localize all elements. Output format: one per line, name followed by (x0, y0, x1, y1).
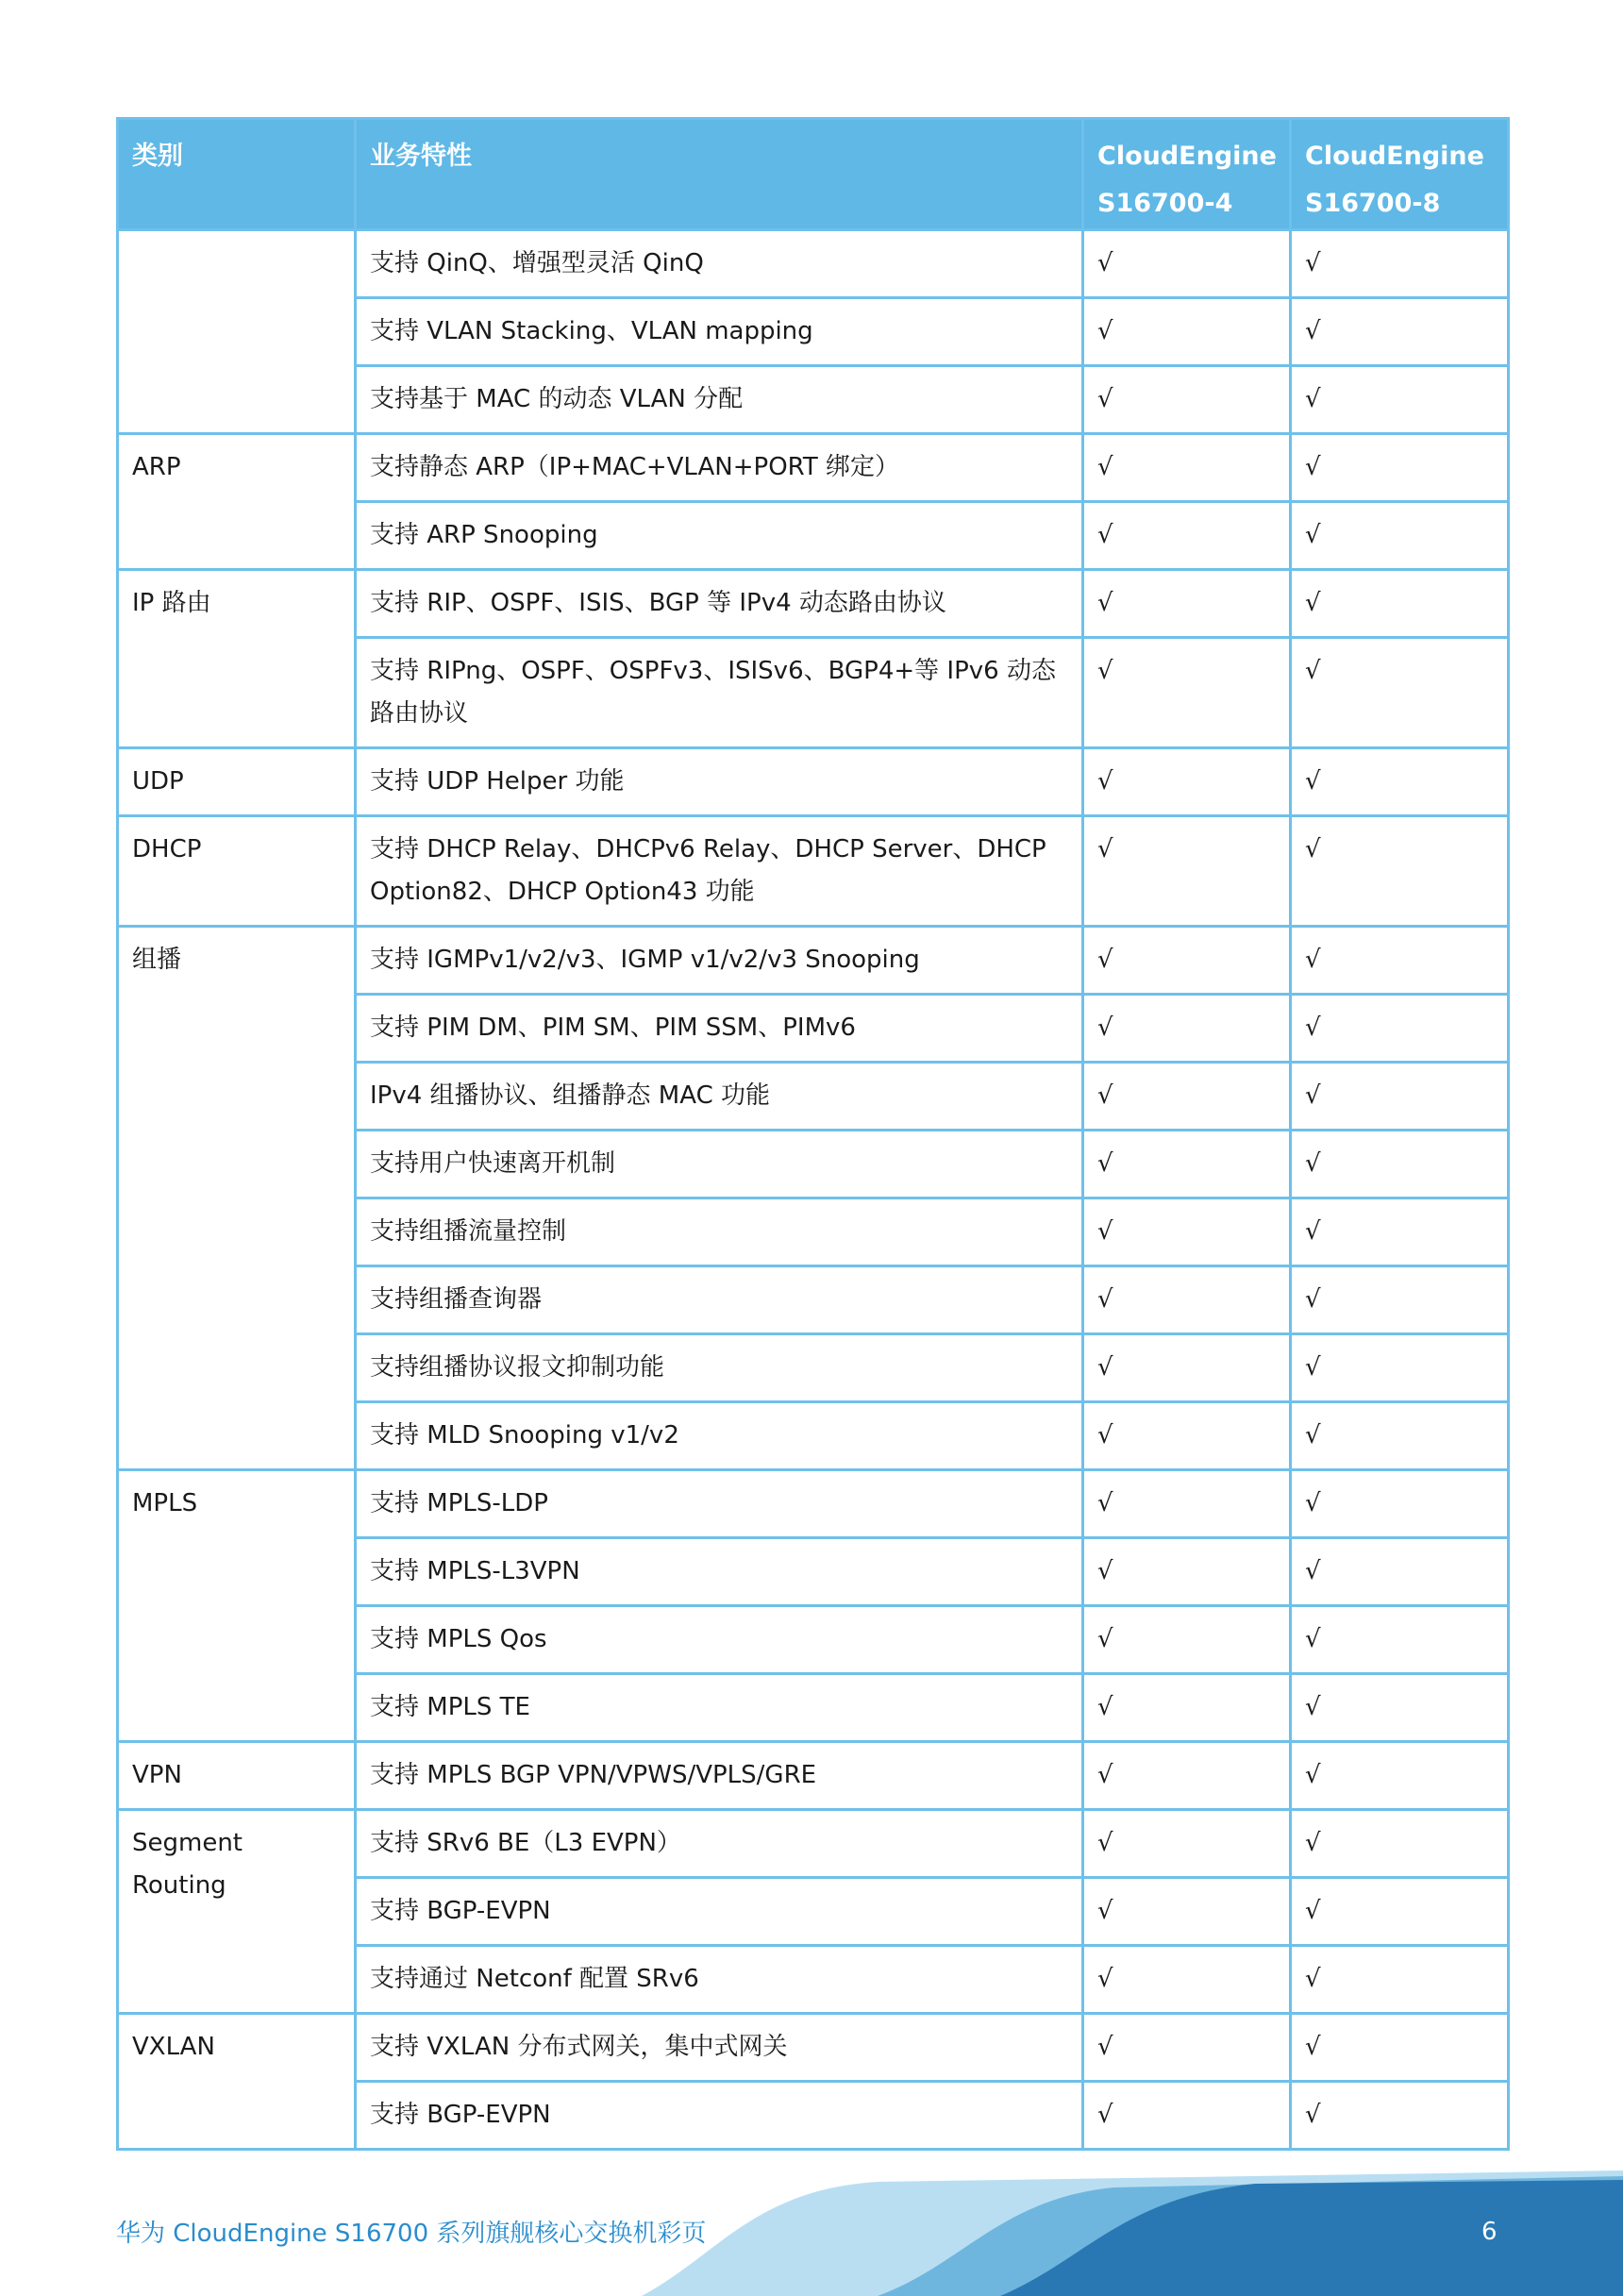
feature-cell: 支持 ARP Snooping (356, 502, 1083, 570)
support-mark-s16700-4: √ (1083, 1946, 1291, 2014)
support-mark-s16700-8: √ (1291, 1470, 1509, 1538)
category-cell: UDP (118, 748, 356, 816)
support-mark-s16700-8: √ (1291, 748, 1509, 816)
support-mark-s16700-4: √ (1083, 1198, 1291, 1266)
table-body (118, 230, 1509, 2150)
feature-spec-table (116, 117, 1510, 2151)
category-cell (118, 230, 356, 434)
support-mark-s16700-8: √ (1291, 230, 1509, 298)
footer-title: 华为 CloudEngine S16700 系列旗舰核心交换机彩页 (116, 2220, 707, 2248)
support-mark-s16700-8: √ (1291, 927, 1509, 995)
feature-cell: 支持 MPLS-L3VPN (356, 1538, 1083, 1606)
category-cell: VPN (118, 1742, 356, 1810)
table-row (118, 816, 1509, 927)
table-row (118, 927, 1509, 995)
category-cell: VXLAN (118, 2014, 356, 2150)
support-mark-s16700-8: √ (1291, 1538, 1509, 1606)
table-row (118, 230, 1509, 298)
support-mark-s16700-8: √ (1291, 995, 1509, 1063)
table-row (118, 2014, 1509, 2082)
table-row (118, 570, 1509, 638)
feature-cell: 支持 MLD Snooping v1/v2 (356, 1402, 1083, 1470)
feature-cell: 支持 MPLS TE (356, 1674, 1083, 1742)
support-mark-s16700-8: √ (1291, 502, 1509, 570)
feature-cell: 支持 UDP Helper 功能 (356, 748, 1083, 816)
feature-cell: 支持 RIPng、OSPF、OSPFv3、ISISv6、BGP4+等 IPv6 动态路由协议 (356, 638, 1083, 748)
support-mark-s16700-8: √ (1291, 1402, 1509, 1470)
feature-cell: 支持基于 MAC 的动态 VLAN 分配 (356, 366, 1083, 434)
support-mark-s16700-4: √ (1083, 298, 1291, 366)
table-row (118, 748, 1509, 816)
support-mark-s16700-4: √ (1083, 995, 1291, 1063)
support-mark-s16700-8: √ (1291, 1198, 1509, 1266)
feature-cell: 支持 BGP-EVPN (356, 2082, 1083, 2150)
support-mark-s16700-8: √ (1291, 434, 1509, 502)
support-mark-s16700-8: √ (1291, 1946, 1509, 2014)
support-mark-s16700-4: √ (1083, 1742, 1291, 1810)
category-cell: Segment Routing (118, 1810, 356, 2014)
support-mark-s16700-4: √ (1083, 1674, 1291, 1742)
support-mark-s16700-4: √ (1083, 816, 1291, 927)
support-mark-s16700-4: √ (1083, 1063, 1291, 1131)
category-cell: ARP (118, 434, 356, 570)
table-row (118, 1810, 1509, 1878)
category-cell: MPLS (118, 1470, 356, 1742)
support-mark-s16700-8: √ (1291, 1674, 1509, 1742)
feature-cell: 支持 VXLAN 分布式网关，集中式网关 (356, 2014, 1083, 2082)
support-mark-s16700-8: √ (1291, 638, 1509, 748)
feature-cell: 支持 RIP、OSPF、ISIS、BGP 等 IPv4 动态路由协议 (356, 570, 1083, 638)
support-mark-s16700-4: √ (1083, 1131, 1291, 1198)
support-mark-s16700-8: √ (1291, 2082, 1509, 2150)
feature-cell: 支持 QinQ、增强型灵活 QinQ (356, 230, 1083, 298)
support-mark-s16700-4: √ (1083, 638, 1291, 748)
support-mark-s16700-4: √ (1083, 1810, 1291, 1878)
feature-cell: 支持 IGMPv1/v2/v3、IGMP v1/v2/v3 Snooping (356, 927, 1083, 995)
support-mark-s16700-4: √ (1083, 502, 1291, 570)
support-mark-s16700-8: √ (1291, 2014, 1509, 2082)
support-mark-s16700-4: √ (1083, 1878, 1291, 1946)
feature-cell: 支持用户快速离开机制 (356, 1131, 1083, 1198)
support-mark-s16700-4: √ (1083, 1402, 1291, 1470)
support-mark-s16700-8: √ (1291, 1742, 1509, 1810)
support-mark-s16700-8: √ (1291, 1063, 1509, 1131)
support-mark-s16700-4: √ (1083, 1266, 1291, 1334)
support-mark-s16700-4: √ (1083, 1538, 1291, 1606)
feature-cell: 支持组播流量控制 (356, 1198, 1083, 1266)
header-category: 类别 (118, 119, 356, 230)
feature-cell: IPv4 组播协议、组播静态 MAC 功能 (356, 1063, 1083, 1131)
support-mark-s16700-4: √ (1083, 230, 1291, 298)
header-model-s16700-8: CloudEngine S16700-8 (1291, 119, 1509, 230)
support-mark-s16700-8: √ (1291, 1878, 1509, 1946)
support-mark-s16700-8: √ (1291, 1810, 1509, 1878)
support-mark-s16700-8: √ (1291, 1606, 1509, 1674)
table-header-row (118, 119, 1509, 230)
feature-cell: 支持通过 Netconf 配置 SRv6 (356, 1946, 1083, 2014)
feature-cell: 支持 MPLS-LDP (356, 1470, 1083, 1538)
support-mark-s16700-8: √ (1291, 366, 1509, 434)
support-mark-s16700-4: √ (1083, 366, 1291, 434)
support-mark-s16700-4: √ (1083, 1606, 1291, 1674)
table-row (118, 434, 1509, 502)
category-cell: 组播 (118, 927, 356, 1470)
support-mark-s16700-8: √ (1291, 816, 1509, 927)
feature-cell: 支持静态 ARP（IP+MAC+VLAN+PORT 绑定） (356, 434, 1083, 502)
support-mark-s16700-8: √ (1291, 298, 1509, 366)
table-row (118, 1470, 1509, 1538)
support-mark-s16700-4: √ (1083, 2014, 1291, 2082)
feature-cell: 支持 DHCP Relay、DHCPv6 Relay、DHCP Server、DHCP Option82、DHCP Option43 功能 (356, 816, 1083, 927)
support-mark-s16700-8: √ (1291, 1266, 1509, 1334)
table-row (118, 1742, 1509, 1810)
support-mark-s16700-8: √ (1291, 570, 1509, 638)
category-cell: DHCP (118, 816, 356, 927)
support-mark-s16700-4: √ (1083, 570, 1291, 638)
page-number: 6 (1481, 2218, 1498, 2246)
feature-cell: 支持 VLAN Stacking、VLAN mapping (356, 298, 1083, 366)
feature-cell: 支持组播查询器 (356, 1266, 1083, 1334)
header-model-s16700-4: CloudEngine S16700-4 (1083, 119, 1291, 230)
feature-cell: 支持 MPLS BGP VPN/VPWS/VPLS/GRE (356, 1742, 1083, 1810)
support-mark-s16700-4: √ (1083, 748, 1291, 816)
feature-cell: 支持 SRv6 BE（L3 EVPN） (356, 1810, 1083, 1878)
header-feature: 业务特性 (356, 119, 1083, 230)
support-mark-s16700-4: √ (1083, 2082, 1291, 2150)
feature-cell: 支持组播协议报文抑制功能 (356, 1334, 1083, 1402)
feature-cell: 支持 PIM DM、PIM SM、PIM SSM、PIMv6 (356, 995, 1083, 1063)
support-mark-s16700-8: √ (1291, 1131, 1509, 1198)
support-mark-s16700-8: √ (1291, 1334, 1509, 1402)
feature-cell: 支持 MPLS Qos (356, 1606, 1083, 1674)
feature-cell: 支持 BGP-EVPN (356, 1878, 1083, 1946)
support-mark-s16700-4: √ (1083, 434, 1291, 502)
support-mark-s16700-4: √ (1083, 927, 1291, 995)
support-mark-s16700-4: √ (1083, 1470, 1291, 1538)
category-cell: IP 路由 (118, 570, 356, 748)
support-mark-s16700-4: √ (1083, 1334, 1291, 1402)
